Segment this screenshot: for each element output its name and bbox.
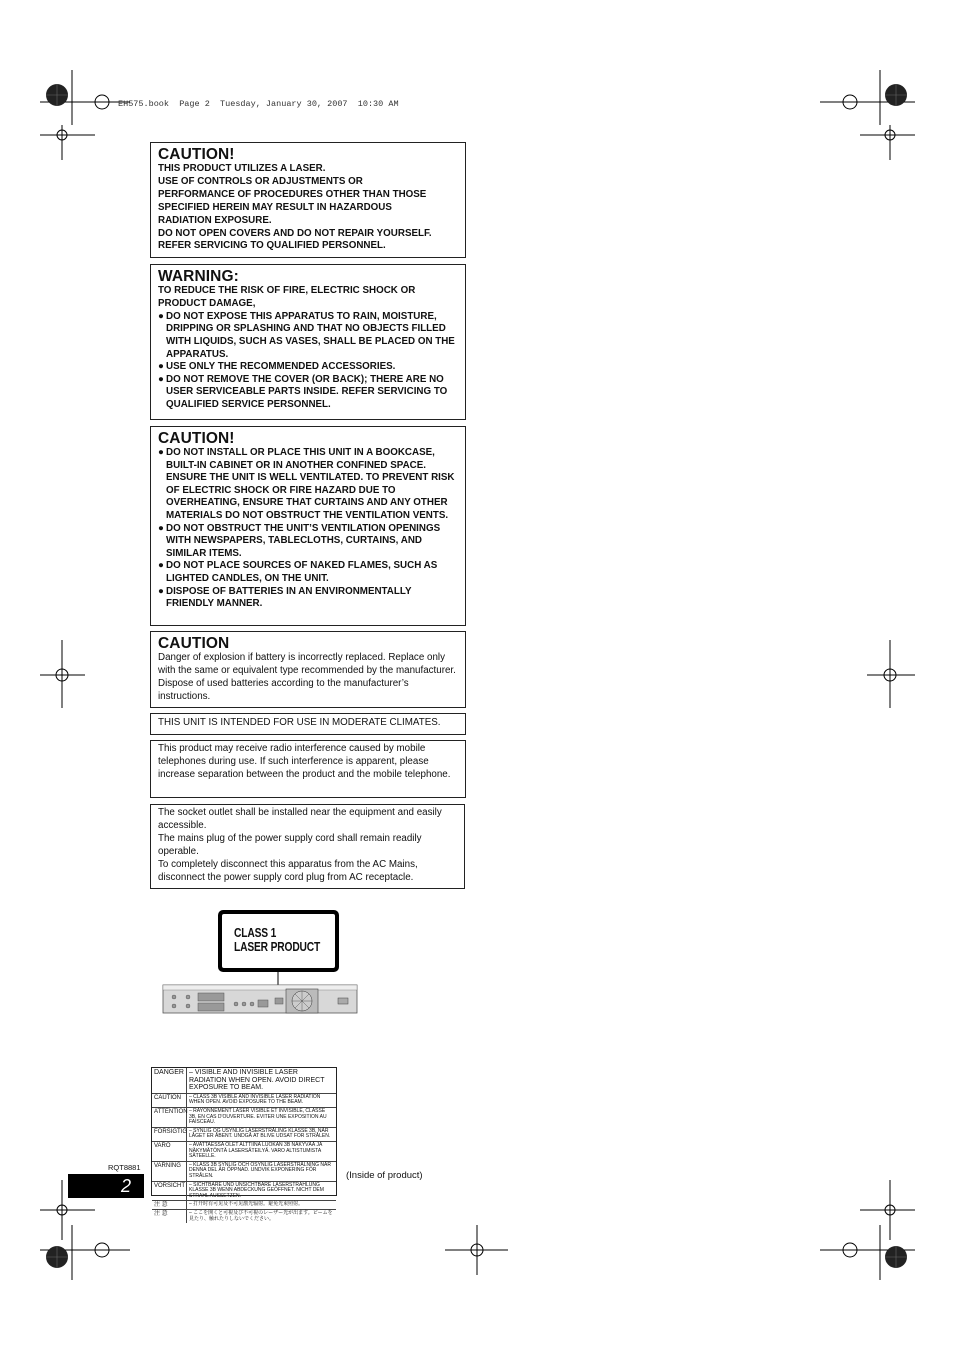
- caution-laser-line: THIS PRODUCT UTILIZES A LASER.: [158, 163, 326, 174]
- warning-label-row: [152, 1210, 336, 1223]
- warning-label-row: [152, 1182, 336, 1202]
- warning-label-value: – SYNLIG OG USYNLIG LASERSTRÅLING KLASSE 3B, NÅR LÅGET ER ÅBENT. UNDGÅ AT BLIVE UDSAT FOR STRÅLEN.: [189, 1127, 331, 1140]
- document-code: RQT8881: [108, 1163, 141, 1172]
- warning-label-row: [152, 1201, 336, 1210]
- laser-label-line1: CLASS 1: [234, 926, 277, 940]
- climate-note: THIS UNIT IS INTENDED FOR USE IN MODERATE CLIMATES.: [158, 717, 441, 728]
- warning-bullet: ● DO NOT REMOVE THE COVER (OR BACK); THERE ARE NO USER SERVICEABLE PARTS INSIDE. REFER SERVICING TO QUALIFIED SERVICE PERSONNEL.: [158, 373, 448, 410]
- socket-note-line: The mains plug of the power supply cord shall remain readily operable.: [158, 832, 422, 857]
- warning-label-key: ATTENTION: [152, 1108, 187, 1127]
- warning-label-value: – CLASS 3B VISIBLE AND INVISIBLE LASER RADIATION WHEN OPEN. AVOID EXPOSURE TO THE BEAM.: [189, 1093, 321, 1106]
- page-number: 2: [68, 1174, 144, 1198]
- warning-intro-line: PRODUCT DAMAGE,: [158, 297, 256, 309]
- warning-label-key: 注 意: [152, 1201, 187, 1209]
- socket-note-line: The socket outlet shall be installed near the equipment and easily accessible.: [158, 807, 442, 831]
- warning-label-value: – VISIBLE AND INVISIBLE LASER RADIATION WHEN OPEN. AVOID DIRECT EXPOSURE TO BEAM.: [189, 1069, 325, 1092]
- warning-label-key: VARO: [152, 1142, 187, 1161]
- caution-laser-line: SPECIFIED HEREIN MAY RESULT IN HAZARDOUS: [158, 201, 392, 213]
- caution-laser-line: PERFORMANCE OF PROCEDURES OTHER THAN THOSE: [158, 188, 427, 200]
- print-header: EH575.book Page 2 Tuesday, January 30, 2007 10:30 AM: [118, 99, 399, 109]
- warning-label-value: – SICHTBARE UND UNSICHTBARE LASERSTRAHLUNG KLASSE 3B WENN ABDECKUNG GEÖFFNET. NICHT DEM STRAHL AUSSETZEN.: [189, 1181, 324, 1199]
- warning-bullet: ● DO NOT EXPOSE THIS APPARATUS TO RAIN, MOISTURE, DRIPPING OR SPLASHING AND THAT NO OBJECTS FILLED WITH LIQUIDS, SUCH AS VASES, SHALL BE PLACED ON THE APPARATUS.: [158, 310, 455, 360]
- inside-of-product-caption: (Inside of product): [346, 1170, 423, 1181]
- class-1-laser-label: [234, 926, 320, 954]
- warning-label-row: [152, 1162, 336, 1182]
- warning-label-value: – ここを開くと可視及び不可視のレーザー光が出ます。ビームを見たり、触れたりしないでください。: [189, 1210, 333, 1222]
- warning-label-key: 注 意: [152, 1210, 187, 1223]
- climate-note-box: [150, 713, 466, 735]
- warning-label-row: [152, 1108, 336, 1128]
- caution-install-bullet: ● DO NOT OBSTRUCT THE UNIT’S VENTILATION OPENINGS WITH NEWSPAPERS, TABLECLOTHS, CURTAINS, AND SIMILAR ITEMS.: [158, 522, 441, 559]
- caution-laser-line: RADIATION EXPOSURE.: [158, 214, 272, 226]
- laser-warning-label: [151, 1067, 337, 1222]
- caution-install-title: CAUTION!: [158, 430, 235, 447]
- warning-intro-line: TO REDUCE THE RISK OF FIRE, ELECTRIC SHOCK OR: [158, 285, 416, 296]
- caution-laser-line: DO NOT OPEN COVERS AND DO NOT REPAIR YOURSELF.: [158, 227, 432, 239]
- caution-laser-box: [150, 142, 466, 258]
- warning-label-key: DANGER: [152, 1068, 187, 1093]
- warning-bullet: ● USE ONLY THE RECOMMENDED ACCESSORIES.: [158, 361, 396, 373]
- warning-title: WARNING:: [158, 268, 239, 285]
- warning-label-value: – KLASS 3B SYNLIG OCH OSYNLIG LASERSTRÅLNING NÄR DENNA DEL ÄR ÖPPNAD. UNDVIK EXPONERING FÖR STRÅLEN.: [189, 1161, 331, 1179]
- caution-install-box: [150, 426, 466, 626]
- warning-label-row: [152, 1094, 336, 1108]
- warning-box: [150, 264, 466, 420]
- socket-note-box: [150, 804, 465, 889]
- caution-install-bullet: ● DO NOT INSTALL OR PLACE THIS UNIT IN A BOOKCASE, BUILT-IN CABINET OR IN ANOTHER CONFINED SPACE. ENSURE THE UNIT IS WELL VENTILATED. TO PREVENT RISK OF ELECTRIC SHOCK OR FIRE HAZARD DUE TO OVERHEATING, ENSURE THAT CURTAINS AND ANY OTHER MATERIALS DO NOT OBSTRUCT THE VENTILATION VENTS.: [158, 447, 455, 521]
- caution-laser-line: USE OF CONTROLS OR ADJUSTMENTS OR: [158, 175, 363, 187]
- radio-note: This product may receive radio interference caused by mobile telephones during use. If such interference is apparent, please increase separation between the product and the mobile telephone.: [158, 743, 451, 780]
- caution-install-bullet: ● DO NOT PLACE SOURCES OF NAKED FLAMES, SUCH AS LIGHTED CANDLES, ON THE UNIT.: [158, 560, 438, 584]
- warning-label-key: VARNING: [152, 1162, 187, 1181]
- caution-laser-title: CAUTION!: [158, 146, 235, 163]
- warning-label-value: – 打开时有可见及不可见激光辐射。避免光束照射。: [189, 1201, 304, 1208]
- caution-battery-text: Danger of explosion if battery is incorrectly replaced. Replace only with the same or equivalent type recommended by the manufacturer. Dispose of used batteries according to the manufacturer’s instructions.: [158, 652, 456, 702]
- radio-note-box: [150, 740, 466, 798]
- laser-label-line2: LASER PRODUCT: [234, 940, 321, 954]
- caution-laser-line: REFER SERVICING TO QUALIFIED PERSONNEL.: [158, 240, 386, 252]
- warning-label-row: [152, 1068, 336, 1094]
- caution-battery-title: CAUTION: [158, 635, 230, 652]
- socket-note-line: To completely disconnect this apparatus from the AC Mains, disconnect the power supply cord plug from AC receptacle.: [158, 858, 418, 883]
- warning-label-row: [152, 1128, 336, 1142]
- caution-install-bullet: ● DISPOSE OF BATTERIES IN AN ENVIRONMENTALLY FRIENDLY MANNER.: [158, 585, 412, 610]
- warning-label-value: – AVATTAESSA OLET ALTTIINA LUOKAN 3B NÄKYVÄÄ JA NÄKYMÄTÖNTÄ LASERSÄTEILYÄ. VARO ALTISTUMISTA SÄTEELLE.: [189, 1141, 323, 1160]
- warning-label-value: – RAYONNEMENT LASER VISIBLE ET INVISIBLE, CLASSE 3B, EN CAS D'OUVERTURE. EVITER UNE EXPOSITION AU FAISCEAU.: [189, 1107, 327, 1126]
- device-rear-panel-illustration: [160, 905, 360, 1017]
- warning-label-key: FORSIGTIG: [152, 1128, 187, 1141]
- caution-battery-box: [150, 631, 466, 708]
- warning-label-key: VORSICHT: [152, 1182, 187, 1201]
- warning-label-key: CAUTION: [152, 1094, 187, 1107]
- warning-label-row: [152, 1142, 336, 1162]
